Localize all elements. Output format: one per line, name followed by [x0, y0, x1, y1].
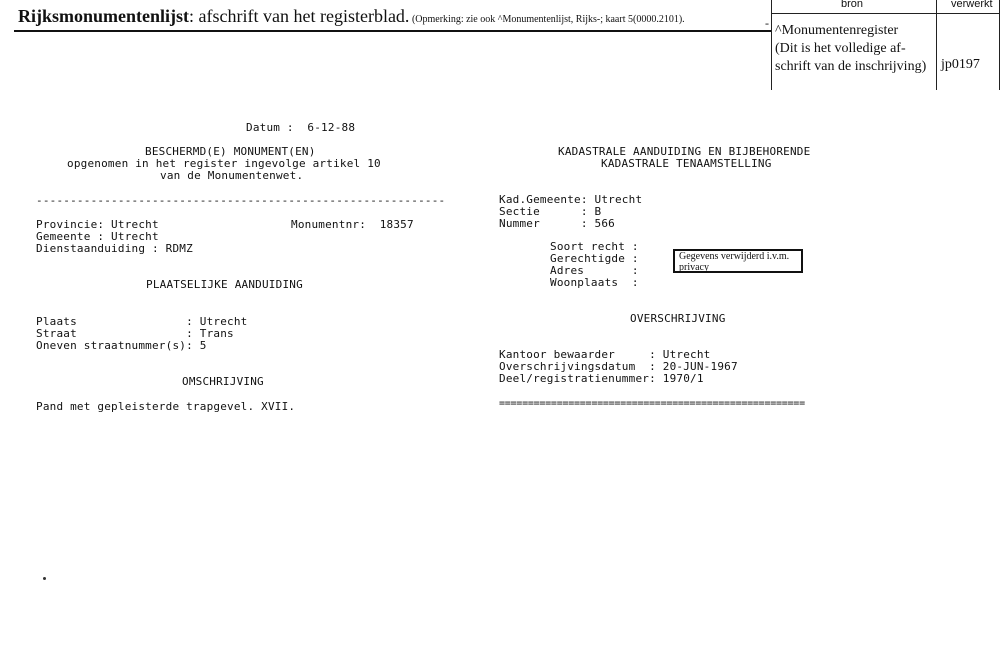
privacy-redaction-box: Gegevens verwijderd i.v.m. privacy — [673, 249, 803, 273]
header-rule — [14, 30, 772, 32]
source-info-box — [765, 0, 1000, 90]
header-title-bold: Rijksmonumentenlijst — [18, 6, 190, 26]
woonplaats-field: Woonplaats : — [550, 276, 639, 289]
header-title-rest: : afschrift van het registerblad. — [189, 6, 410, 26]
monument-heading: BESCHERMD(E) MONUMENT(EN) — [145, 145, 316, 158]
header-note: (Opmerking: zie ook ^Monumentenlijst, Rijks-; kaart 5(0000.2101). — [409, 14, 685, 25]
kad-gemeente-field: Kad.Gemeente: Utrecht — [499, 193, 643, 206]
bron-text — [775, 22, 926, 76]
gemeente-field: Gemeente : Utrecht — [36, 230, 159, 243]
gerechtigde-field: Gerechtigde : — [550, 252, 639, 265]
kantoor-field: Kantoor bewaarder : Utrecht — [499, 348, 711, 361]
omschrijving-text: Pand met gepleisterde trapgevel. XVII. — [36, 400, 296, 413]
oneven-field: Oneven straatnummer(s): 5 — [36, 339, 207, 352]
verwerkt-code: jp0197 — [941, 57, 980, 72]
bron-dash: - — [765, 16, 769, 30]
overschrijvingsdatum-field: Overschrijvingsdatum : 20-JUN-1967 — [499, 360, 738, 373]
sectie-field: Sectie : B — [499, 205, 602, 218]
provincie-field: Provincie: Utrecht — [36, 218, 159, 231]
monument-subheading-2: van de Monumentenwet. — [160, 169, 304, 182]
overschrijving-heading: OVERSCHRIJVING — [630, 312, 726, 325]
nummer-field: Nummer : 566 — [499, 217, 615, 230]
datum-line: Datum : 6-12-88 — [246, 121, 356, 134]
scan-speck — [43, 577, 46, 580]
page-header-title — [18, 6, 685, 27]
dashed-separator: ------------------------------------------------------------ — [36, 194, 446, 207]
bron-line: schrift van de inschrijving) — [775, 59, 927, 74]
equals-separator: ===================================================== — [499, 398, 805, 409]
dienstaanduiding-field: Dienstaanduiding : RDMZ — [36, 242, 193, 255]
kadastrale-subheading: KADASTRALE TENAAMSTELLING — [601, 157, 772, 170]
box-header-rule — [771, 13, 1000, 14]
plaats-field: Plaats : Utrecht — [36, 315, 248, 328]
plaatselijke-heading: PLAATSELIJKE AANDUIDING — [146, 278, 303, 291]
column-header-bron: bron — [841, 0, 864, 10]
monument-subheading: opgenomen in het register ingevolge artikel 10 — [67, 157, 381, 170]
monumentnr-field: Monumentnr: 18357 — [291, 218, 414, 231]
kadastrale-heading: KADASTRALE AANDUIDING EN BIJBEHORENDE — [558, 145, 811, 158]
column-header-verwerkt: verwerkt — [951, 0, 993, 10]
deel-field: Deel/registratienummer: 1970/1 — [499, 372, 704, 385]
bron-line: (Dit is het volledige af- — [775, 41, 906, 56]
adres-field: Adres : — [550, 264, 639, 277]
soort-recht-field: Soort recht : — [550, 240, 639, 253]
omschrijving-heading: OMSCHRIJVING — [182, 375, 264, 388]
bron-line: ^Monumentenregister — [775, 23, 899, 38]
straat-field: Straat : Trans — [36, 327, 234, 340]
